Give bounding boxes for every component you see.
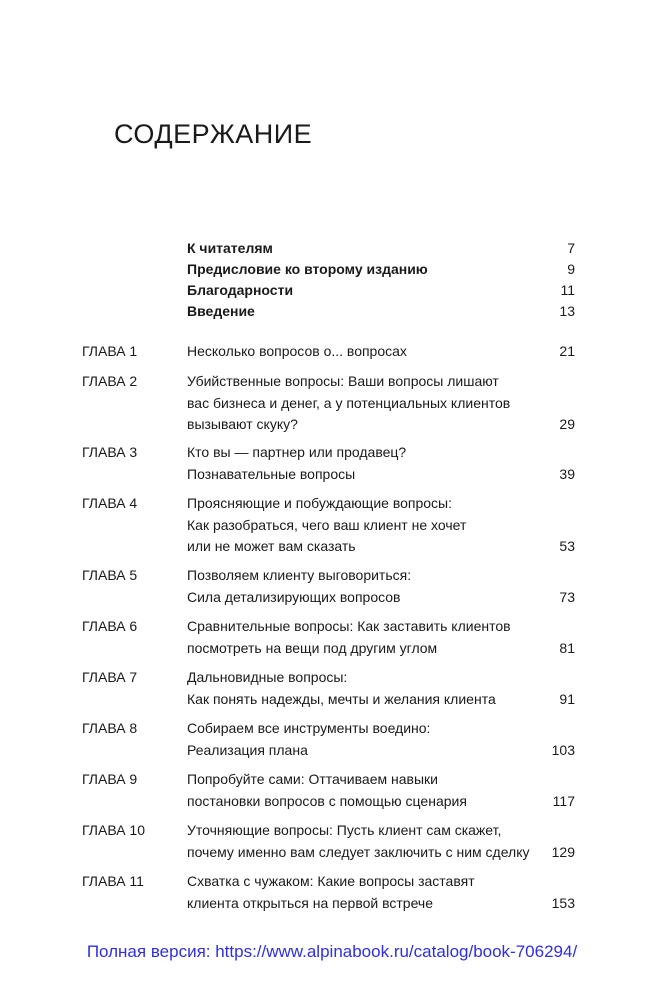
chapter-title-line: Дальновидные вопросы: [187, 669, 348, 685]
chapter-entry-1[interactable] [82, 341, 575, 363]
front-matter-item[interactable] [187, 301, 575, 322]
front-matter-item[interactable] [187, 280, 575, 301]
front-matter-list [187, 238, 575, 322]
front-matter-label: Предисловие ко второму изданию [187, 261, 428, 277]
chapter-entry-8[interactable] [82, 718, 575, 761]
chapter-entry-11[interactable] [82, 871, 575, 914]
chapter-title [187, 371, 532, 436]
chapter-title-line: клиента открыться на первой встрече [187, 894, 433, 911]
page-title: СОДЕРЖАНИЕ [114, 119, 313, 149]
chapter-title-line: вызывают скуку? [187, 416, 298, 432]
chapter-entry-2[interactable] [82, 371, 575, 436]
chapter-title-line: Проясняющие и побуждающие вопросы: [187, 495, 452, 511]
chapter-number: ГЛАВА 8 [82, 720, 138, 736]
chapter-entry-6[interactable] [82, 616, 575, 659]
chapter-entry-9[interactable] [82, 769, 575, 812]
chapter-entry-10[interactable] [82, 820, 575, 863]
chapter-title [187, 871, 532, 914]
front-matter-label: К читателям [187, 240, 273, 256]
page-number: 53 [559, 538, 575, 554]
chapter-title [187, 493, 532, 558]
chapter-title-line: Убийственные вопросы: Ваши вопросы лишают [187, 373, 499, 389]
page-number: 117 [552, 792, 575, 809]
front-matter-label: Благодарности [187, 282, 294, 298]
front-matter-item[interactable] [187, 238, 575, 259]
chapter-title-line: Собираем все инструменты воедино: [187, 720, 431, 736]
chapter-title-line: посмотреть на вещи под другим углом [187, 639, 438, 656]
full-version-link[interactable]: Полная версия: https://www.alpinabook.ru/catalog/book-706294/ [86, 942, 578, 961]
chapter-number: ГЛАВА 10 [82, 822, 145, 838]
chapter-entry-5[interactable] [82, 565, 575, 608]
chapter-title-line: Попробуйте сами: Оттачиваем навыки [187, 771, 438, 787]
chapter-title [187, 565, 532, 608]
page-number: 153 [551, 894, 575, 911]
chapter-title-line: Сравнительные вопросы: Как заставить клиентов [187, 618, 511, 634]
chapter-title-line: Позволяем клиенту выговориться: [187, 567, 412, 583]
page-number: 7 [567, 240, 575, 256]
chapter-number: ГЛАВА 11 [82, 873, 144, 889]
page-number: 13 [559, 303, 575, 319]
chapter-title-line: Как понять надежды, мечты и желания клиента [187, 690, 496, 707]
chapter-title-line: вас бизнеса и денег, а у потенциальных клиентов [187, 394, 511, 411]
chapter-number: ГЛАВА 3 [82, 444, 138, 460]
chapter-title-line: постановки вопросов с помощью сценария [187, 792, 467, 809]
chapter-title-line: или не может вам сказать [187, 538, 356, 554]
chapter-title-line: Уточняющие вопросы: Пусть клиент сам скажет, [187, 822, 502, 838]
chapter-title-line: Несколько вопросов о... вопросах [187, 343, 407, 359]
chapter-title [187, 820, 532, 863]
chapter-entry-3[interactable] [82, 442, 575, 485]
front-matter-item[interactable] [187, 259, 575, 280]
page-number: 9 [567, 261, 575, 277]
page-number: 81 [559, 639, 575, 656]
page-number: 129 [551, 843, 575, 860]
chapter-number: ГЛАВА 7 [82, 669, 138, 685]
chapter-title [187, 616, 532, 659]
page-number: 21 [559, 343, 575, 359]
chapter-title-line: почему именно вам следует заключить с ним сделку [187, 843, 530, 860]
chapter-title [187, 442, 532, 485]
page-number: 29 [559, 416, 575, 432]
chapter-title [187, 341, 532, 363]
chapter-number: ГЛАВА 2 [82, 373, 138, 389]
chapter-title-line: Сила детализирующих вопросов [187, 588, 401, 605]
page-number: 91 [559, 690, 575, 707]
chapter-title [187, 718, 532, 761]
front-matter-label: Введение [187, 303, 255, 319]
chapter-title-line: Познавательные вопросы [187, 465, 356, 482]
page-number: 73 [559, 588, 575, 605]
chapter-number: ГЛАВА 6 [82, 618, 138, 634]
chapter-entry-4[interactable] [82, 493, 575, 558]
page-number: 103 [551, 741, 575, 758]
page-number: 39 [559, 465, 575, 482]
chapter-title-line: Схватка с чужаком: Какие вопросы заставят [187, 873, 475, 889]
chapter-title-line: Как разобраться, чего ваш клиент не хочет [187, 516, 467, 533]
chapter-number: ГЛАВА 5 [82, 567, 138, 583]
chapter-number: ГЛАВА 1 [82, 343, 138, 359]
chapter-title-line: Кто вы — партнер или продавец? [187, 444, 407, 460]
chapter-title [187, 667, 532, 710]
chapter-number: ГЛАВА 9 [82, 771, 138, 787]
page-number: 11 [560, 282, 575, 298]
chapter-title [187, 769, 532, 812]
chapter-entry-7[interactable] [82, 667, 575, 710]
chapter-title-line: Реализация плана [187, 741, 308, 758]
chapter-number: ГЛАВА 4 [82, 495, 138, 511]
